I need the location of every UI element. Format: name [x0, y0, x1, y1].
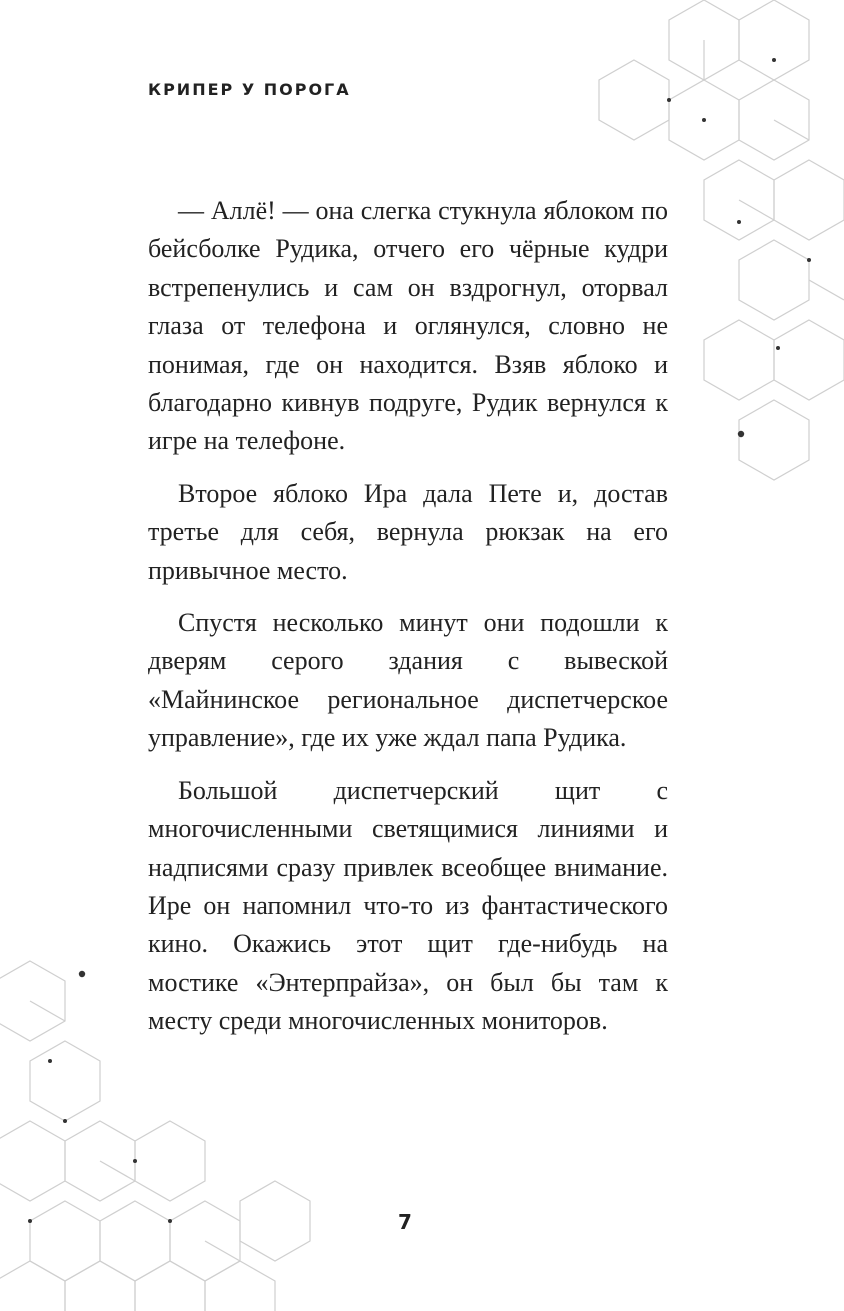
- paragraph: Второе яблоко Ира дала Пете и, достав третье для себя, вернула рюкзак на его привычное место.: [148, 478, 668, 585]
- paragraph: Спустя несколько минут они подошли к дверям серого здания с вывеской «Майнинское региональное диспетчерское управление», где их уже ждал папа Рудика.: [148, 608, 668, 753]
- body-text: [148, 192, 668, 1055]
- paragraph: — Аллё! — она слегка стукнула яблоком по бейсболке Рудика, отчего его чёрные кудри встрепенулись и сам он вздрогнул, оторвал глаза от телефона и оглянулся, словно не понимая, где он находится. Взяв яблоко и благодарно кивнув подруге, Рудик вернулся к игре на телефоне.: [148, 196, 668, 456]
- paragraph: Большой диспетчерский щит с многочисленными светящимися линиями и надписями сразу привлек всеобщее внимание. Ире он напомнил что-то из фантастического кино. Окажись этот щит где-нибудь на мостике «Энтерпрайза», он был бы там к месту среди многочисленных мониторов.: [148, 775, 668, 1036]
- page-number: 7: [398, 1210, 412, 1234]
- running-head: КРИПЕР У ПОРОГА: [148, 80, 351, 99]
